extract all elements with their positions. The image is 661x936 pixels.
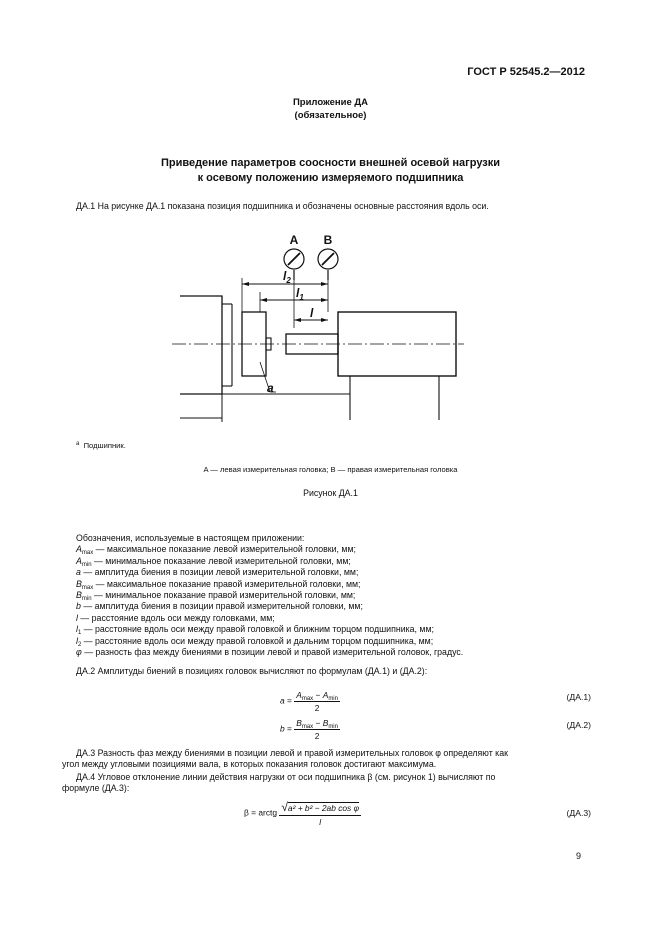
notation-description: — минимальное показание правой измерительной головки, мм; (91, 590, 356, 601)
equation-number-da2: (ДА.2) (566, 720, 591, 730)
notation-symbol: B (76, 590, 82, 601)
appendix-heading (0, 96, 661, 122)
eq3-lhs: β (244, 807, 249, 818)
equation-da2 (280, 718, 340, 741)
notation-symbol: l (76, 635, 78, 646)
notation-item (76, 579, 463, 590)
section-title-line2: к осевому положению измеряемого подшипника (197, 172, 464, 184)
equation-number-da3: (ДА.3) (566, 808, 591, 818)
label-gauge-a: A (289, 233, 299, 247)
arrow-l1-left (260, 298, 267, 302)
gauge-a-needle (288, 253, 300, 265)
notation-symbol: a (76, 567, 81, 578)
notation-list (76, 533, 463, 658)
notation-description: — расстояние вдоль оси между головками, мм; (77, 612, 275, 623)
footnote-mark: a (76, 441, 80, 447)
eq3-arctg: = arctg (251, 807, 277, 818)
eq2-lhs: b (280, 723, 285, 734)
label-gauge-b: B (323, 233, 333, 247)
para-da4-line2: формуле (ДА.3): (62, 783, 130, 794)
notation-symbol: B (76, 578, 82, 589)
paragraph-da4 (62, 772, 584, 795)
eq2-fraction: $\frac{B_{max} - B_{min}}{2}$ (296, 718, 338, 741)
standard-number: ГОСТ Р 52545.2—2012 (467, 66, 585, 78)
gauge-b-needle (322, 253, 334, 265)
notation-subscript: min (81, 596, 92, 603)
notation-description: — максимальное показание левой измерительной головки, мм; (93, 544, 356, 555)
notation-item (76, 613, 463, 624)
notation-description: — разность фаз между биениями в позиции левой и правой измерительной головок, градус. (81, 647, 464, 658)
notation-description: — расстояние вдоль оси между правой головкой и ближним торцом подшипника, мм; (81, 624, 434, 635)
arrow-l1-right (321, 298, 328, 302)
notation-description: — амплитуда биения в позиции правой измерительной головки, мм; (80, 601, 363, 612)
figure-legend: A — левая измерительная головка; B — правая измерительная головка (203, 465, 458, 474)
label-l: l (310, 306, 314, 320)
notation-description: — минимальное показание левой измерительной головки, мм; (91, 555, 351, 566)
figure-footnote (76, 440, 126, 451)
notation-subscript: 1 (77, 630, 82, 637)
paragraph-da1: ДА.1 На рисунке ДА.1 показана позиция подшипника и обозначены основные расстояния вдоль оси. (76, 201, 489, 211)
notation-item (76, 647, 463, 658)
notation-item (76, 624, 463, 635)
para-da3-line2: угол между угловыми позициями вала, в которых показания головок достигают максимума. (62, 759, 437, 770)
arrow-l2-right (321, 282, 328, 286)
notation-intro: Обозначения, используемые в настоящем приложении: (76, 533, 305, 543)
arrow-l-left (294, 318, 301, 322)
label-bearing-a: a (267, 381, 274, 395)
figure-caption: Рисунок ДА.1 (303, 488, 358, 498)
notation-subscript: 2 (77, 641, 82, 648)
section-title-line1: Приведение параметров соосности внешней осевой нагрузки (160, 157, 501, 169)
para-da3-line1: ДА.3 Разность фаз между биениями в позиции левой и правой измерительных головок φ определяют как (76, 748, 508, 758)
equation-da1 (280, 690, 340, 713)
notation-item (76, 556, 463, 567)
eq3-fraction: $\frac{\text{√a² + b² − 2ab cos φ}}{l}$ (281, 800, 360, 827)
notation-symbol: l (76, 624, 78, 635)
paragraph-da3 (62, 748, 584, 771)
label-l2: $l_2$ (283, 269, 291, 285)
notation-subscript: max (81, 550, 94, 557)
notation-symbol: b (76, 601, 81, 612)
housing-left (180, 296, 222, 394)
equation-number-da1: (ДА.1) (566, 692, 591, 702)
section-title (0, 156, 661, 186)
notation-item (76, 601, 463, 612)
eq1-fraction: $\frac{A_{max} - A_{min}}{2}$ (296, 690, 338, 713)
eq2-equals: = (287, 723, 292, 734)
notation-description: — максимальное показание правой измерительной головки, мм; (93, 578, 361, 589)
eq3-radicand: a² + b² − 2ab cos φ (287, 803, 360, 813)
notation-item (76, 567, 463, 578)
arrow-l2-left (242, 282, 249, 286)
eq1-lhs: a (280, 695, 285, 706)
arrow-l-right (321, 318, 328, 322)
notation-description: — расстояние вдоль оси между правой головкой и дальним торцом подшипника, мм; (81, 635, 434, 646)
notation-description: — амплитуда биения в позиции левой измерительной головки, мм; (80, 567, 359, 578)
notation-subscript: max (81, 584, 94, 591)
appendix-title: Приложение ДА (292, 97, 369, 108)
notation-symbol: A (76, 544, 82, 555)
equation-da3 (244, 800, 361, 827)
figure-da1-diagram (160, 222, 470, 432)
label-l1: $l_1$ (296, 286, 304, 302)
para-da4-line1: ДА.4 Угловое отклонение линии действия нагрузки от оси подшипника β (см. рисунок 1) вычисляют по (76, 772, 496, 782)
notation-subscript: min (81, 561, 92, 568)
page-number: 9 (575, 851, 581, 861)
paragraph-da2: ДА.2 Амплитуды биений в позициях головок вычисляют по формулам (ДА.1) и (ДА.2): (76, 666, 428, 676)
notation-item (76, 636, 463, 647)
notation-symbol: l (76, 612, 78, 623)
notation-symbol: A (76, 555, 82, 566)
notation-symbol: φ (76, 647, 82, 658)
appendix-status: (обязательное) (294, 110, 367, 121)
eq1-equals: = (287, 695, 292, 706)
notation-item (76, 590, 463, 601)
notation-item (76, 544, 463, 555)
footnote-text: Подшипник. (83, 441, 126, 450)
